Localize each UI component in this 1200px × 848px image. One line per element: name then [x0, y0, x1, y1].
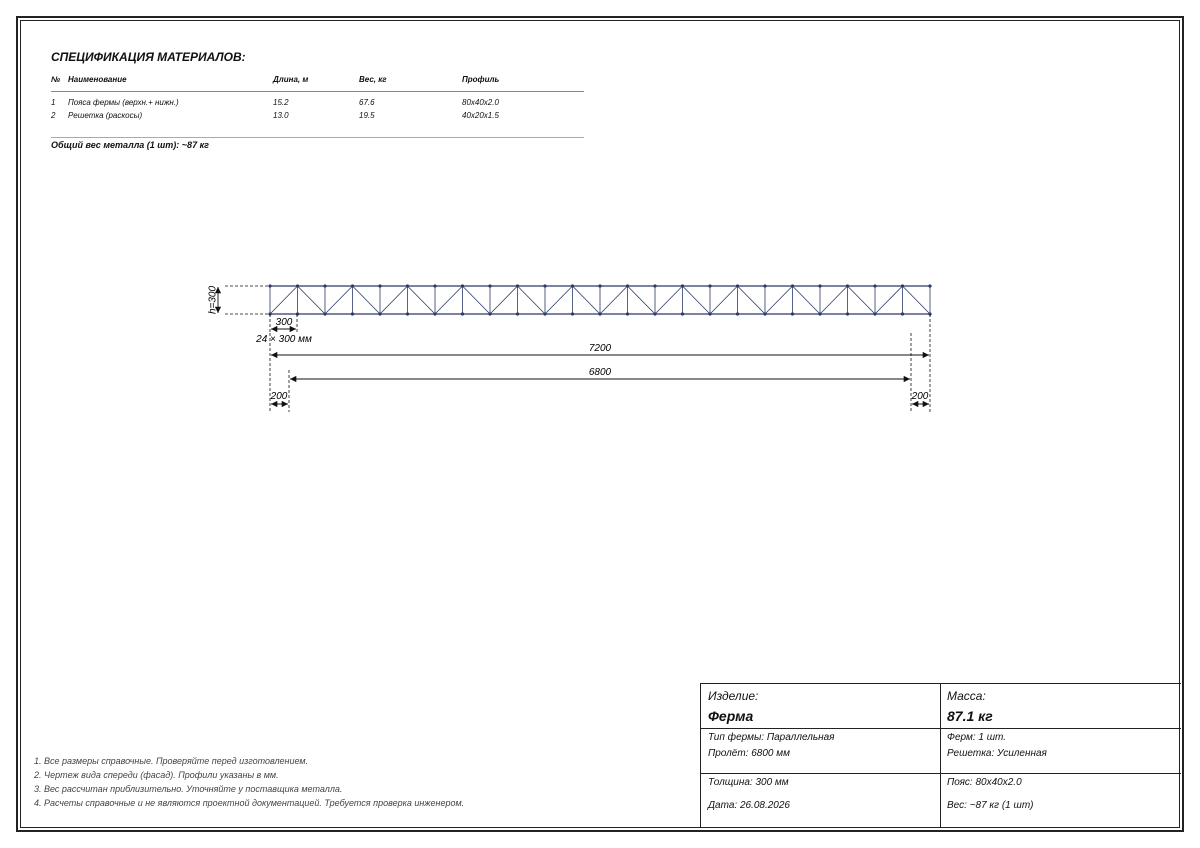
header-profile: Профиль [462, 75, 500, 84]
truss-node [571, 284, 574, 287]
title-block-line [701, 773, 1181, 774]
row-weight: 19.5 [359, 111, 375, 120]
overall-label: 7200 [588, 343, 612, 354]
left-support-label: 200 [270, 391, 288, 402]
title-block-divider [940, 684, 941, 828]
truss-diagonal [435, 286, 463, 314]
truss-node [433, 284, 436, 287]
truss-node [791, 284, 794, 287]
header-no: № [51, 75, 61, 84]
title-block-line [701, 728, 1181, 729]
truss-type: Тип фермы: Параллельная [708, 732, 835, 743]
title-block [700, 683, 1181, 828]
note-2: 2. Чертеж вида спереди (фасад). Профили указаны в мм. [34, 770, 279, 780]
span-label: 6800 [588, 367, 612, 378]
truss-diagonal [490, 286, 518, 314]
truss-node [626, 284, 629, 287]
truss-diagonal [683, 286, 711, 314]
truss-node [543, 284, 546, 287]
truss-node [406, 312, 409, 315]
truss-node [461, 312, 464, 315]
truss-diagonal [463, 286, 491, 314]
truss-node [268, 284, 271, 287]
truss-diagonal [545, 286, 573, 314]
spec-title: СПЕЦИФИКАЦИЯ МАТЕРИАЛОВ: [51, 50, 246, 64]
row-length: 13.0 [273, 111, 289, 120]
product-value: Ферма [708, 708, 754, 724]
row-profile: 80x40x2.0 [462, 98, 499, 107]
truss-node [598, 312, 601, 315]
truss-node [598, 284, 601, 287]
row-length: 15.2 [273, 98, 289, 107]
truss-node [351, 284, 354, 287]
truss-node [378, 312, 381, 315]
row-no: 1 [51, 98, 56, 107]
note-4: 4. Расчеты справочные и не являются проектной документацией. Требуется проверка инженером. [34, 798, 465, 808]
truss-node [708, 312, 711, 315]
right-support-label: 200 [911, 391, 929, 402]
truss-node [763, 312, 766, 315]
truss-node [791, 312, 794, 315]
drawing-notes [34, 754, 464, 810]
truss-node [433, 312, 436, 315]
truss-diagonal [380, 286, 408, 314]
product-label: Изделие: [708, 689, 759, 703]
chord-profile: Пояс: 80x40x2.0 [947, 777, 1022, 788]
truss-node [681, 284, 684, 287]
truss-count: Ферм: 1 шт. [947, 732, 1007, 743]
truss-node [736, 312, 739, 315]
truss-node [516, 312, 519, 315]
truss-node [763, 284, 766, 287]
truss-diagonal [848, 286, 876, 314]
truss-node [681, 312, 684, 315]
truss-node [873, 312, 876, 315]
truss-diagonal [793, 286, 821, 314]
row-no: 2 [51, 111, 56, 120]
row-profile: 40x20x1.5 [462, 111, 499, 120]
truss-node [461, 284, 464, 287]
truss-diagonal [270, 286, 298, 314]
truss-node [708, 284, 711, 287]
drawing-date: Дата: 26.08.2026 [708, 800, 790, 811]
row-name: Решетка (раскосы) [68, 111, 143, 120]
truss-diagonal [903, 286, 931, 314]
truss-node [406, 284, 409, 287]
panel-label: 300 [275, 317, 293, 328]
truss-node [323, 284, 326, 287]
truss-node [736, 284, 739, 287]
truss-diagonal [765, 286, 793, 314]
truss-node [653, 284, 656, 287]
mass-value: 87.1 кг [947, 708, 993, 724]
truss-node [351, 312, 354, 315]
truss-node [543, 312, 546, 315]
truss-node [571, 312, 574, 315]
row-weight: 67.6 [359, 98, 375, 107]
truss-diagonal [298, 286, 326, 314]
truss-diagonal [710, 286, 738, 314]
header-name: Наименование [68, 75, 127, 84]
height-label: h=300 [207, 285, 219, 315]
truss-node [901, 284, 904, 287]
note-1: 1. Все размеры справочные. Проверяйте перед изготовлением. [34, 756, 309, 766]
spec-total: Общий вес металла (1 шт): ~87 кг [51, 140, 209, 150]
truss-diagonal [573, 286, 601, 314]
note-3: 3. Вес рассчитан приблизительно. Уточняйте у поставщика металла. [34, 784, 343, 794]
truss-node [378, 284, 381, 287]
truss-node [818, 312, 821, 315]
truss-diagonal [628, 286, 656, 314]
truss-diagonal [325, 286, 353, 314]
truss-node [846, 312, 849, 315]
truss-span: Пролёт: 6800 мм [708, 748, 790, 759]
truss-node [901, 312, 904, 315]
panels-label: 24 × 300 мм [256, 334, 312, 345]
truss-diagonal [353, 286, 381, 314]
truss-node [653, 312, 656, 315]
truss-diagonal [655, 286, 683, 314]
truss-node [488, 284, 491, 287]
truss-thickness: Толщина: 300 мм [708, 777, 789, 788]
truss-node [846, 284, 849, 287]
truss-diagonal [875, 286, 903, 314]
truss-diagonal [408, 286, 436, 314]
truss-node [296, 284, 299, 287]
truss-node [296, 312, 299, 315]
truss-node [488, 312, 491, 315]
truss-diagonal [600, 286, 628, 314]
truss-node [516, 284, 519, 287]
truss-node [323, 312, 326, 315]
truss-node [928, 284, 931, 287]
truss-node [873, 284, 876, 287]
truss-diagonal [738, 286, 766, 314]
truss-node [626, 312, 629, 315]
truss-diagonal [820, 286, 848, 314]
mass-label: Масса: [947, 689, 986, 703]
truss-elevation [268, 284, 931, 315]
header-weight: Вес, кг [359, 75, 387, 84]
row-name: Пояса фермы (верхн.+ нижн.) [68, 98, 179, 107]
truss-diagonal [518, 286, 546, 314]
header-length: Длина, м [273, 75, 309, 84]
lattice-type: Решетка: Усиленная [947, 748, 1047, 759]
truss-node [818, 284, 821, 287]
truss-weight: Вес: ~87 кг (1 шт) [947, 800, 1034, 811]
